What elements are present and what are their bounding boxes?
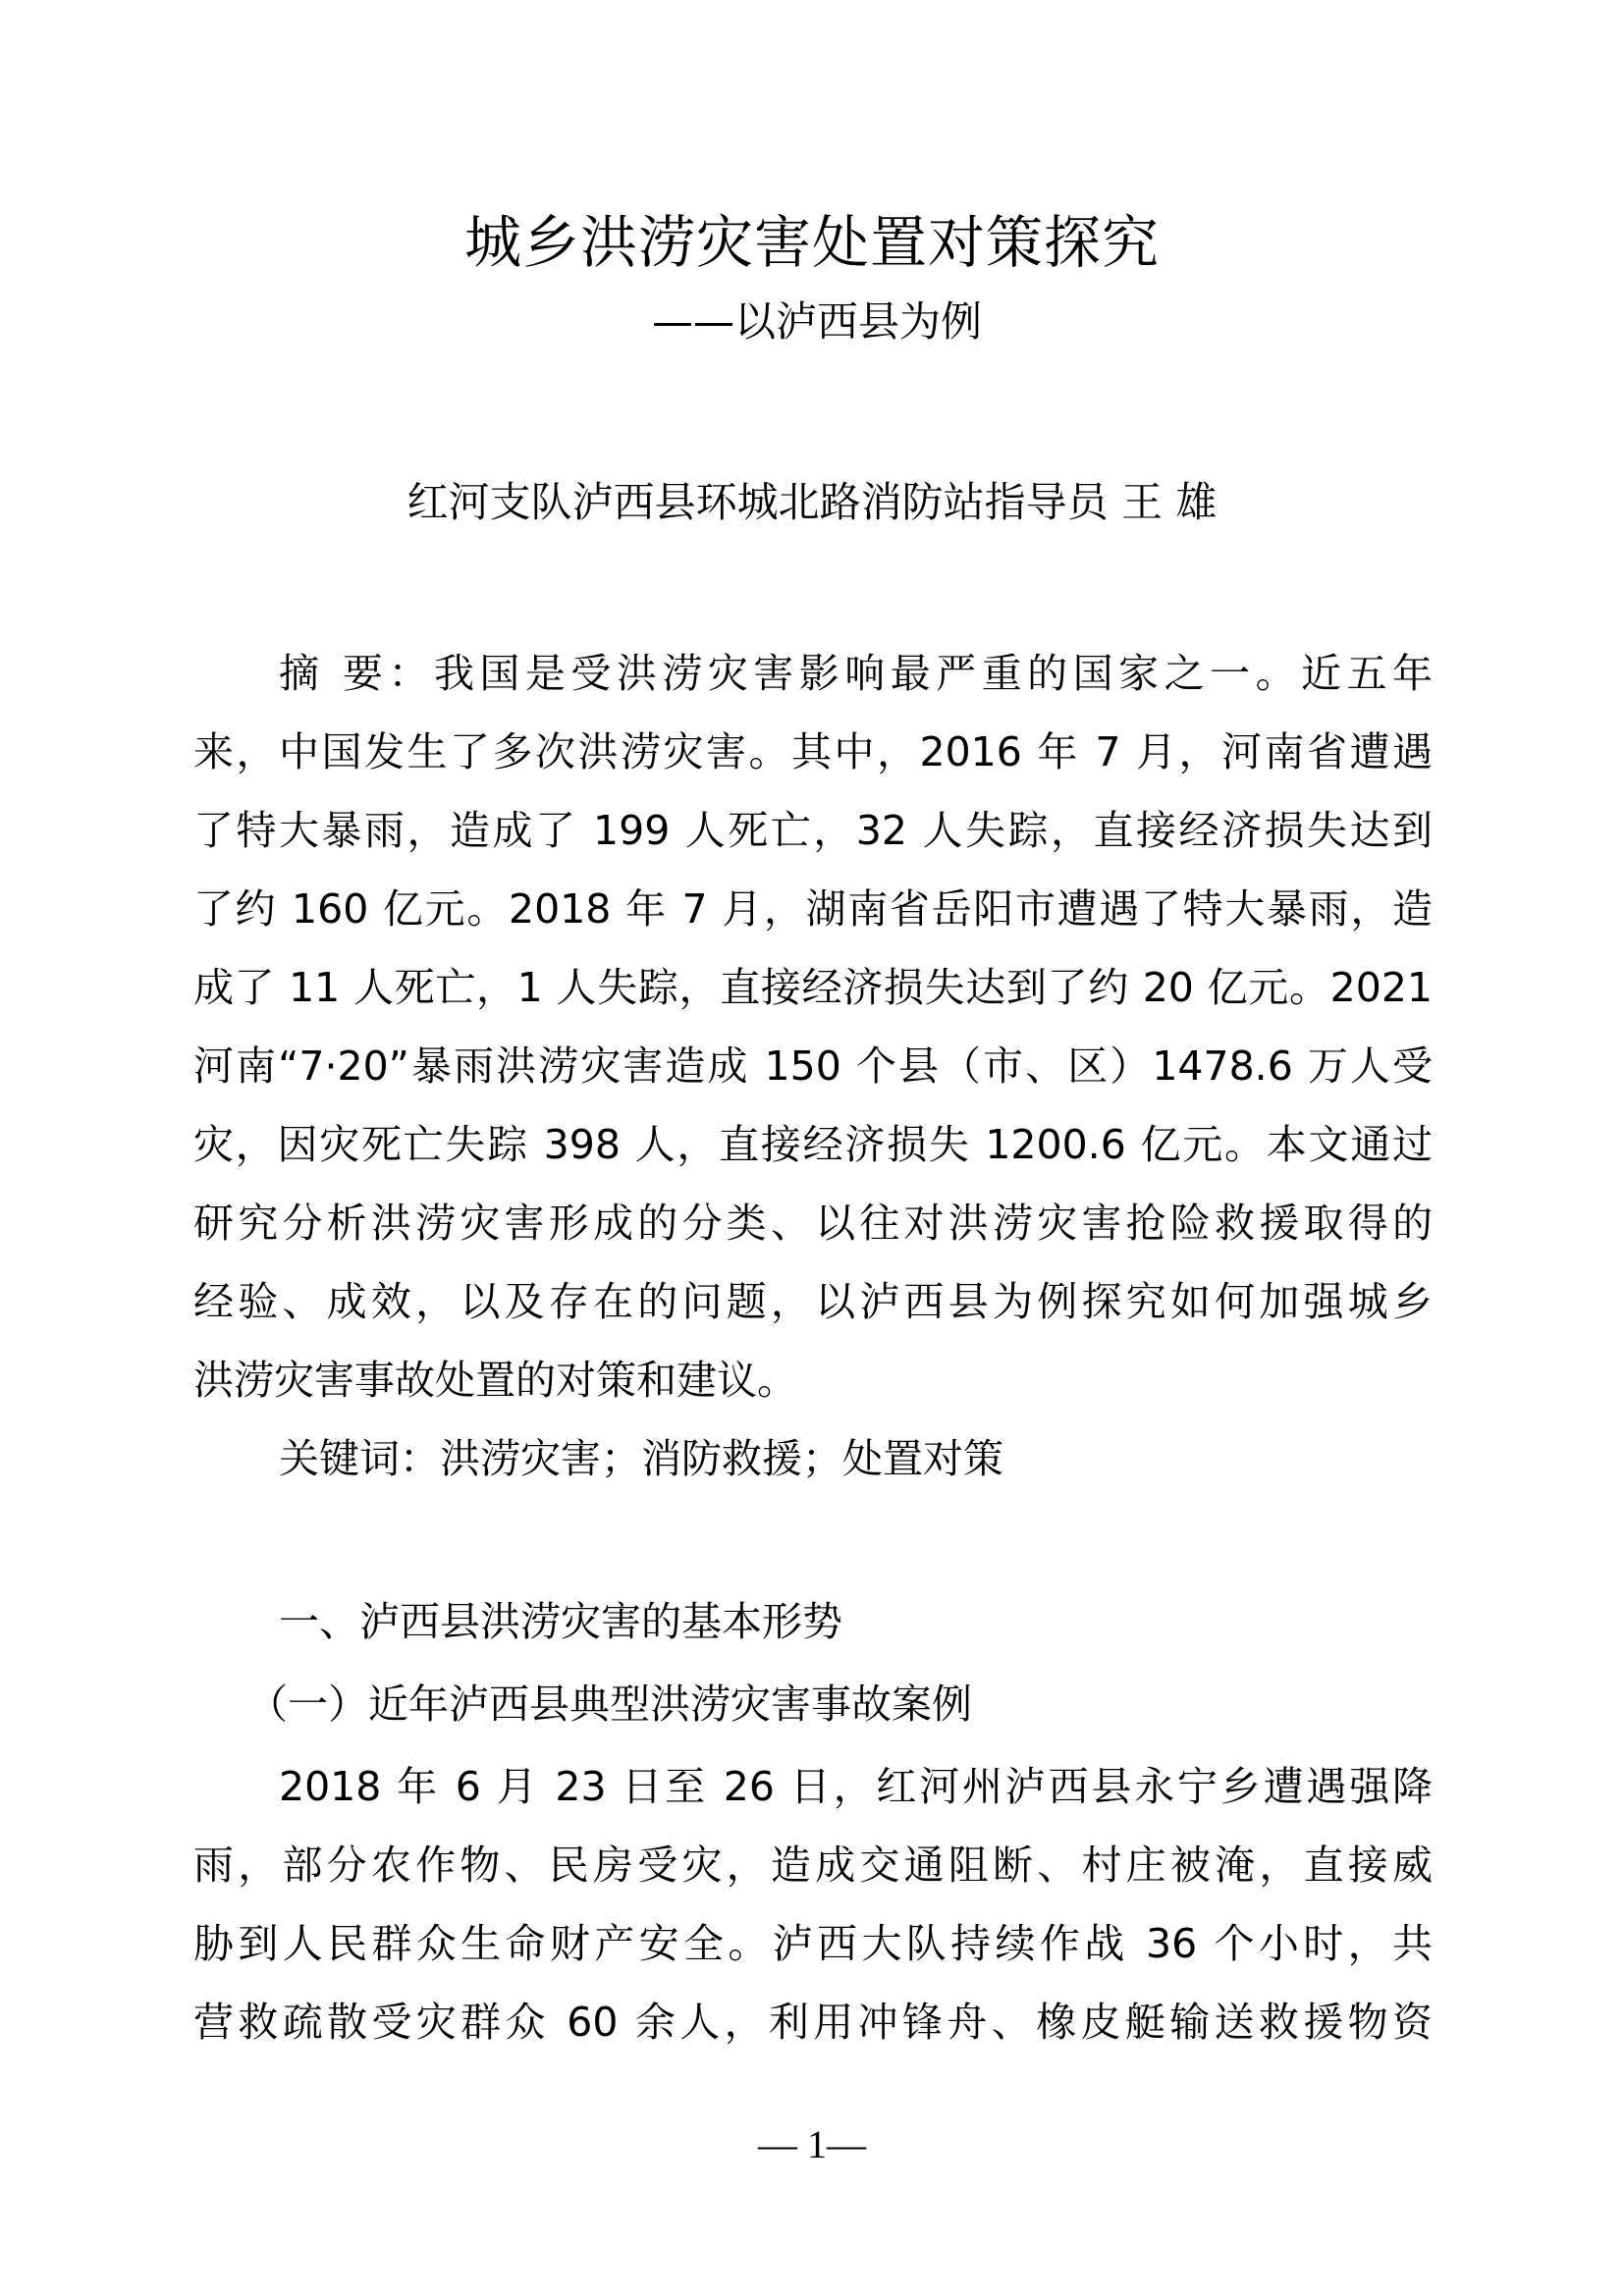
- body-line: 营救疏散受灾群众 60 余人，利用冲锋舟、橡皮艇输送救援物资: [193, 1999, 1433, 2046]
- section-heading-1-1: （一）近年泸西县典型洪涝灾害事故案例: [247, 1681, 972, 1728]
- abstract-line: 研究分析洪涝灾害形成的分类、以往对洪涝灾害抢险救援取得的: [193, 1200, 1433, 1247]
- abstract-line: 成了 11 人死亡，1 人失踪，直接经济损失达到了约 20 亿元。2021: [193, 964, 1433, 1011]
- body-line: 2018 年 6 月 23 日至 26 日，红河州泸西县永宁乡遭遇强降: [279, 1763, 1433, 1810]
- abstract-line: 经验、成效，以及存在的问题，以泸西县为例探究如何加强城乡: [193, 1278, 1433, 1325]
- section-heading-1: 一、泸西县洪涝灾害的基本形势: [279, 1598, 842, 1645]
- page-number: — 1—: [758, 2122, 866, 2166]
- abstract-line: 了特大暴雨，造成了 199 人死亡，32 人失踪，直接经济损失达到: [193, 807, 1433, 854]
- keywords: 关键词：洪涝灾害；消防救援；处置对策: [279, 1435, 1003, 1482]
- abstract-line: 了约 160 亿元。2018 年 7 月，湖南省岳阳市遭遇了特大暴雨，造: [193, 885, 1433, 933]
- body-line: 胁到人民群众生命财产安全。泸西大队持续作战 36 个小时，共: [193, 1920, 1433, 1967]
- author-line: 红河支队泸西县环城北路消防站指导员 王 雄: [406, 478, 1218, 526]
- abstract-line: 灾，因灾死亡失踪 398 人，直接经济损失 1200.6 亿元。本文通过: [193, 1121, 1433, 1168]
- body-line: 雨，部分农作物、民房受灾，造成交通阻断、村庄被淹，直接威: [193, 1842, 1433, 1889]
- abstract-line: 河南“7·20”暴雨洪涝灾害造成 150 个县（市、区）1478.6 万人受: [193, 1042, 1433, 1090]
- abstract-line: 摘 要：我国是受洪涝灾害影响最严重的国家之一。近五年: [279, 650, 1433, 697]
- document-subtitle: ——以泸西县为例: [651, 297, 982, 346]
- abstract-line: 洪涝灾害事故处置的对策和建议。: [193, 1357, 797, 1404]
- abstract-line: 来，中国发生了多次洪涝灾害。其中，2016 年 7 月，河南省遭遇: [193, 728, 1433, 775]
- document-title: 城乡洪涝灾害处置对策探究: [463, 209, 1160, 276]
